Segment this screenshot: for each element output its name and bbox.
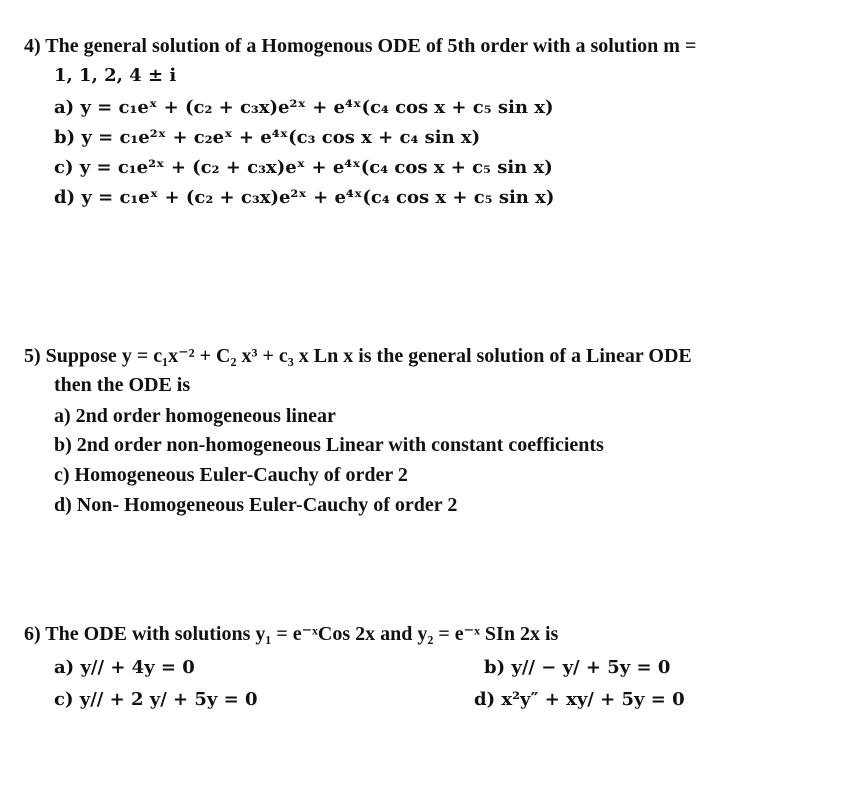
q6-option-c: c) y// + 2 y/ + 5y = 0	[54, 689, 258, 710]
q4-option-d: d) y = c₁eˣ + (c₂ + c₃x)e²ˣ + e⁴ˣ(c₄ cos x + c₅ sin x)	[54, 187, 555, 208]
q5-option-d: d) Non- Homogeneous Euler-Cauchy of order 2	[54, 494, 458, 516]
q5-option-c: c) Homogeneous Euler-Cauchy of order 2	[54, 464, 408, 486]
q4-stem-line2: 1, 1, 2, 4 ± i	[54, 65, 177, 86]
q4-option-c: c) y = c₁e²ˣ + (c₂ + c₃x)eˣ + e⁴ˣ(c₄ cos x + c₅ sin x)	[54, 157, 553, 178]
q6-stem: 6) The ODE with solutions y₁ = e⁻ˣCos 2x and y₂ = e⁻ˣ SIn 2x is	[24, 623, 559, 645]
q5-option-b: b) 2nd order non-homogeneous Linear with constant coefficients	[54, 434, 604, 456]
q5-stem-line2: then the ODE is	[54, 374, 191, 396]
q6-option-b: b) y// − y/ + 5y = 0	[484, 657, 671, 678]
q6-option-d: d) x²y″ + xy/ + 5y = 0	[474, 689, 685, 710]
q5-stem-line1: 5) Suppose y = c₁x⁻² + C₂ x³ + c₃ x Ln x is the general solution of a Linear ODE	[24, 345, 692, 367]
q4-option-b: b) y = c₁e²ˣ + c₂eˣ + e⁴ˣ(c₃ cos x + c₄ sin x)	[54, 127, 481, 148]
q4-option-a: a) y = c₁eˣ + (c₂ + c₃x)e²ˣ + e⁴ˣ(c₄ cos x + c₅ sin x)	[54, 97, 554, 118]
q6-option-a: a) y// + 4y = 0	[54, 657, 195, 678]
q5-option-a: a) 2nd order homogeneous linear	[54, 405, 336, 427]
q4-stem-line1: 4) The general solution of a Homogenous ODE of 5th order with a solution m =	[24, 35, 697, 57]
